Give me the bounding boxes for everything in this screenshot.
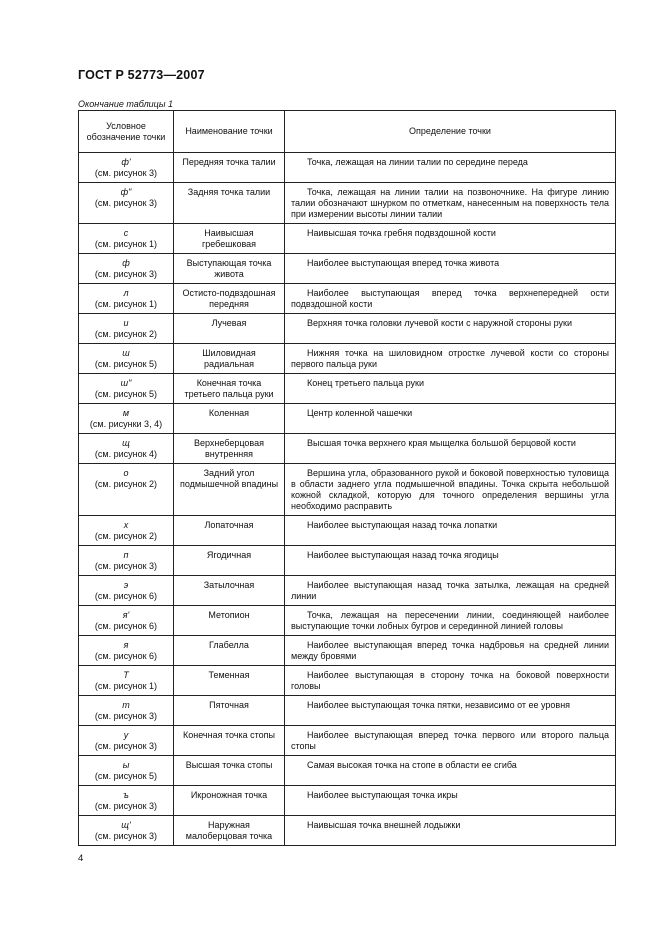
figure-reference: (см. рисунок 2) [94, 329, 158, 339]
table-row [79, 576, 616, 606]
cell-point-name: Коленная [174, 404, 285, 434]
point-symbol: я' [122, 610, 130, 620]
figure-reference: (см. рисунок 3) [94, 198, 158, 208]
point-symbol: х [123, 520, 129, 530]
point-symbol: э [123, 580, 129, 590]
cell-point-name: Высшая точка стопы [174, 756, 285, 786]
cell-point-name: Конечная точка третьего пальца руки [174, 374, 285, 404]
cell-definition [285, 183, 616, 224]
figure-reference: (см. рисунок 6) [94, 591, 158, 601]
cell-symbol [79, 464, 174, 516]
point-symbol: л [123, 288, 129, 298]
document-header: ГОСТ Р 52773—2007 [78, 68, 205, 82]
table-row [79, 374, 616, 404]
cell-symbol [79, 516, 174, 546]
definition-text: Наиболее выступающая точка пятки, независимо от ее уровня [307, 700, 571, 710]
cell-definition [285, 726, 616, 756]
page-number: 4 [78, 853, 84, 864]
table-row [79, 606, 616, 636]
cell-symbol [79, 756, 174, 786]
definition-text: Точка, лежащая на линии талии на позвоночнике. На фигуре линию талии обозначают шнурком по отметкам, нанесенным на поверхность тела при измерении высоты линии талии [291, 187, 609, 219]
point-symbol: ы [122, 760, 130, 770]
table-row [79, 726, 616, 756]
table-row [79, 434, 616, 464]
cell-point-name: Передняя точка талии [174, 153, 285, 183]
definition-text: Наиболее выступающая назад точка ягодицы [307, 550, 499, 560]
figure-reference: (см. рисунок 3) [94, 741, 158, 751]
table-row [79, 464, 616, 516]
cell-definition [285, 284, 616, 314]
table-row [79, 254, 616, 284]
table-row [79, 344, 616, 374]
cell-definition [285, 464, 616, 516]
table-row [79, 546, 616, 576]
cell-symbol [79, 153, 174, 183]
cell-point-name: Глабелла [174, 636, 285, 666]
cell-definition [285, 314, 616, 344]
cell-symbol [79, 434, 174, 464]
cell-point-name: Наружная малоберцовая точка [174, 816, 285, 846]
point-symbol: с [123, 228, 129, 238]
cell-definition [285, 816, 616, 846]
cell-symbol [79, 546, 174, 576]
cell-definition [285, 434, 616, 464]
definition-text: Точка, лежащая на линии талии по середине переда [307, 157, 528, 167]
cell-symbol [79, 606, 174, 636]
point-symbol: п [123, 550, 129, 560]
point-symbol: о [123, 468, 129, 478]
table-row [79, 404, 616, 434]
figure-reference: (см. рисунок 3) [94, 168, 158, 178]
cell-point-name: Теменная [174, 666, 285, 696]
figure-reference: (см. рисунок 3) [94, 831, 158, 841]
definition-text: Верхняя точка головки лучевой кости с наружной стороны руки [307, 318, 572, 328]
definition-text: Наиболее выступающая назад точка лопатки [307, 520, 498, 530]
definition-text: Вершина угла, образованного рукой и боковой поверхностью туловища в области заднего угла подмышечной впадины. Точка скрыта небольшой кожной складкой, которую для точного определения вершины угла необходимо расправить [291, 468, 609, 511]
table-row [79, 816, 616, 846]
cell-point-name: Затылочная [174, 576, 285, 606]
cell-point-name: Задний угол подмышечной впадины [174, 464, 285, 516]
cell-symbol [79, 224, 174, 254]
table-row [79, 314, 616, 344]
cell-symbol [79, 284, 174, 314]
cell-definition [285, 576, 616, 606]
figure-reference: (см. рисунок 1) [94, 299, 158, 309]
table-row [79, 183, 616, 224]
cell-symbol [79, 726, 174, 756]
cell-symbol [79, 666, 174, 696]
figure-reference: (см. рисунок 1) [94, 681, 158, 691]
points-table [78, 110, 616, 846]
point-symbol: ъ [123, 790, 129, 800]
definition-text: Нижняя точка на шиловидном отростке лучевой кости со стороны первого пальца руки [291, 348, 609, 369]
definition-text: Наиболее выступающая вперед точка верхнепередней ости подвздошной кости [291, 288, 609, 309]
definition-text: Наиболее выступающая вперед точка надбровья на средней линии между бровями [291, 640, 609, 661]
definition-text: Наиболее выступающая вперед точка первого или второго пальца стопы [291, 730, 609, 751]
cell-symbol [79, 374, 174, 404]
definition-text: Самая высокая точка на стопе в области ее сгиба [307, 760, 517, 770]
cell-point-name: Пяточная [174, 696, 285, 726]
figure-reference: (см. рисунок 2) [94, 479, 158, 489]
column-header-definition: Определение точки [285, 111, 616, 153]
cell-symbol [79, 314, 174, 344]
cell-point-name: Шиловидная радиальная [174, 344, 285, 374]
definition-text: Наивысшая точка гребня подвздошной кости [307, 228, 496, 238]
point-symbol: Т [123, 670, 129, 680]
cell-symbol [79, 636, 174, 666]
cell-symbol [79, 816, 174, 846]
cell-definition [285, 546, 616, 576]
cell-point-name: Верхнеберцовая внутренняя [174, 434, 285, 464]
figure-reference: (см. рисунок 4) [94, 449, 158, 459]
point-symbol: щ [122, 438, 130, 448]
figure-reference: (см. рисунок 1) [94, 239, 158, 249]
column-header-symbol: Условное обозначение точки [79, 111, 174, 153]
point-symbol: я [123, 640, 129, 650]
point-symbol: у [123, 730, 129, 740]
figure-reference: (см. рисунок 5) [94, 359, 158, 369]
table-row [79, 636, 616, 666]
cell-point-name: Наивысшая гребешковая [174, 224, 285, 254]
table-row [79, 786, 616, 816]
figure-reference: (см. рисунок 6) [94, 651, 158, 661]
cell-point-name: Остисто-подвздошная передняя [174, 284, 285, 314]
definition-text: Наиболее выступающая вперед точка живота [307, 258, 500, 268]
cell-symbol [79, 576, 174, 606]
figure-reference: (см. рисунок 5) [94, 389, 158, 399]
table-row [79, 284, 616, 314]
cell-definition [285, 254, 616, 284]
table-row [79, 153, 616, 183]
cell-definition [285, 636, 616, 666]
cell-point-name: Лопаточная [174, 516, 285, 546]
figure-reference: (см. рисунок 3) [94, 801, 158, 811]
table-row [79, 666, 616, 696]
cell-symbol [79, 344, 174, 374]
cell-definition [285, 756, 616, 786]
cell-definition [285, 666, 616, 696]
table-header-row [79, 111, 616, 153]
cell-point-name: Ягодичная [174, 546, 285, 576]
figure-reference: (см. рисунки 3, 4) [89, 419, 163, 429]
definition-text: Высшая точка верхнего края мыщелка большой берцовой кости [307, 438, 576, 448]
cell-point-name: Икроножная точка [174, 786, 285, 816]
cell-point-name: Лучевая [174, 314, 285, 344]
cell-symbol [79, 183, 174, 224]
figure-reference: (см. рисунок 5) [94, 771, 158, 781]
cell-definition [285, 404, 616, 434]
cell-definition [285, 696, 616, 726]
cell-symbol [79, 254, 174, 284]
definition-text: Наиболее выступающая назад точка затылка, лежащая на средней линии [291, 580, 609, 601]
cell-definition [285, 224, 616, 254]
point-symbol: щ' [121, 820, 131, 830]
table-caption: Окончание таблицы 1 [78, 99, 173, 109]
definition-text: Наиболее выступающая в сторону точка на боковой поверхности головы [291, 670, 609, 691]
definition-text: Точка, лежащая на пересечении линии, соединяющей наиболее выступающие точки лобных бугров и серединной линией головы [291, 610, 609, 631]
point-symbol: ф' [121, 157, 131, 167]
table-row [79, 516, 616, 546]
figure-reference: (см. рисунок 2) [94, 531, 158, 541]
definition-text: Наиболее выступающая точка икры [307, 790, 458, 800]
point-symbol: м [122, 408, 130, 418]
definition-text: Центр коленной чашечки [307, 408, 413, 418]
cell-definition [285, 374, 616, 404]
figure-reference: (см. рисунок 6) [94, 621, 158, 631]
point-symbol: и [123, 318, 129, 328]
point-symbol: ф [122, 258, 130, 268]
table-row [79, 224, 616, 254]
cell-symbol [79, 696, 174, 726]
point-symbol: ф" [120, 187, 132, 197]
cell-point-name: Конечная точка стопы [174, 726, 285, 756]
point-symbol: т [122, 700, 130, 710]
figure-reference: (см. рисунок 3) [94, 561, 158, 571]
table-row [79, 756, 616, 786]
definition-text: Наивысшая точка внешней лодыжки [307, 820, 461, 830]
figure-reference: (см. рисунок 3) [94, 269, 158, 279]
figure-reference: (см. рисунок 3) [94, 711, 158, 721]
cell-definition [285, 344, 616, 374]
column-header-name: Наименование точки [174, 111, 285, 153]
table-row [79, 696, 616, 726]
point-symbol: ш" [120, 378, 132, 388]
table-body [79, 153, 616, 846]
cell-point-name: Задняя точка талии [174, 183, 285, 224]
definition-text: Конец третьего пальца руки [307, 378, 424, 388]
cell-symbol [79, 404, 174, 434]
cell-definition [285, 153, 616, 183]
cell-point-name: Метопион [174, 606, 285, 636]
cell-point-name: Выступающая точка живота [174, 254, 285, 284]
point-symbol: ш [122, 348, 130, 358]
cell-symbol [79, 786, 174, 816]
cell-definition [285, 516, 616, 546]
cell-definition [285, 606, 616, 636]
cell-definition [285, 786, 616, 816]
